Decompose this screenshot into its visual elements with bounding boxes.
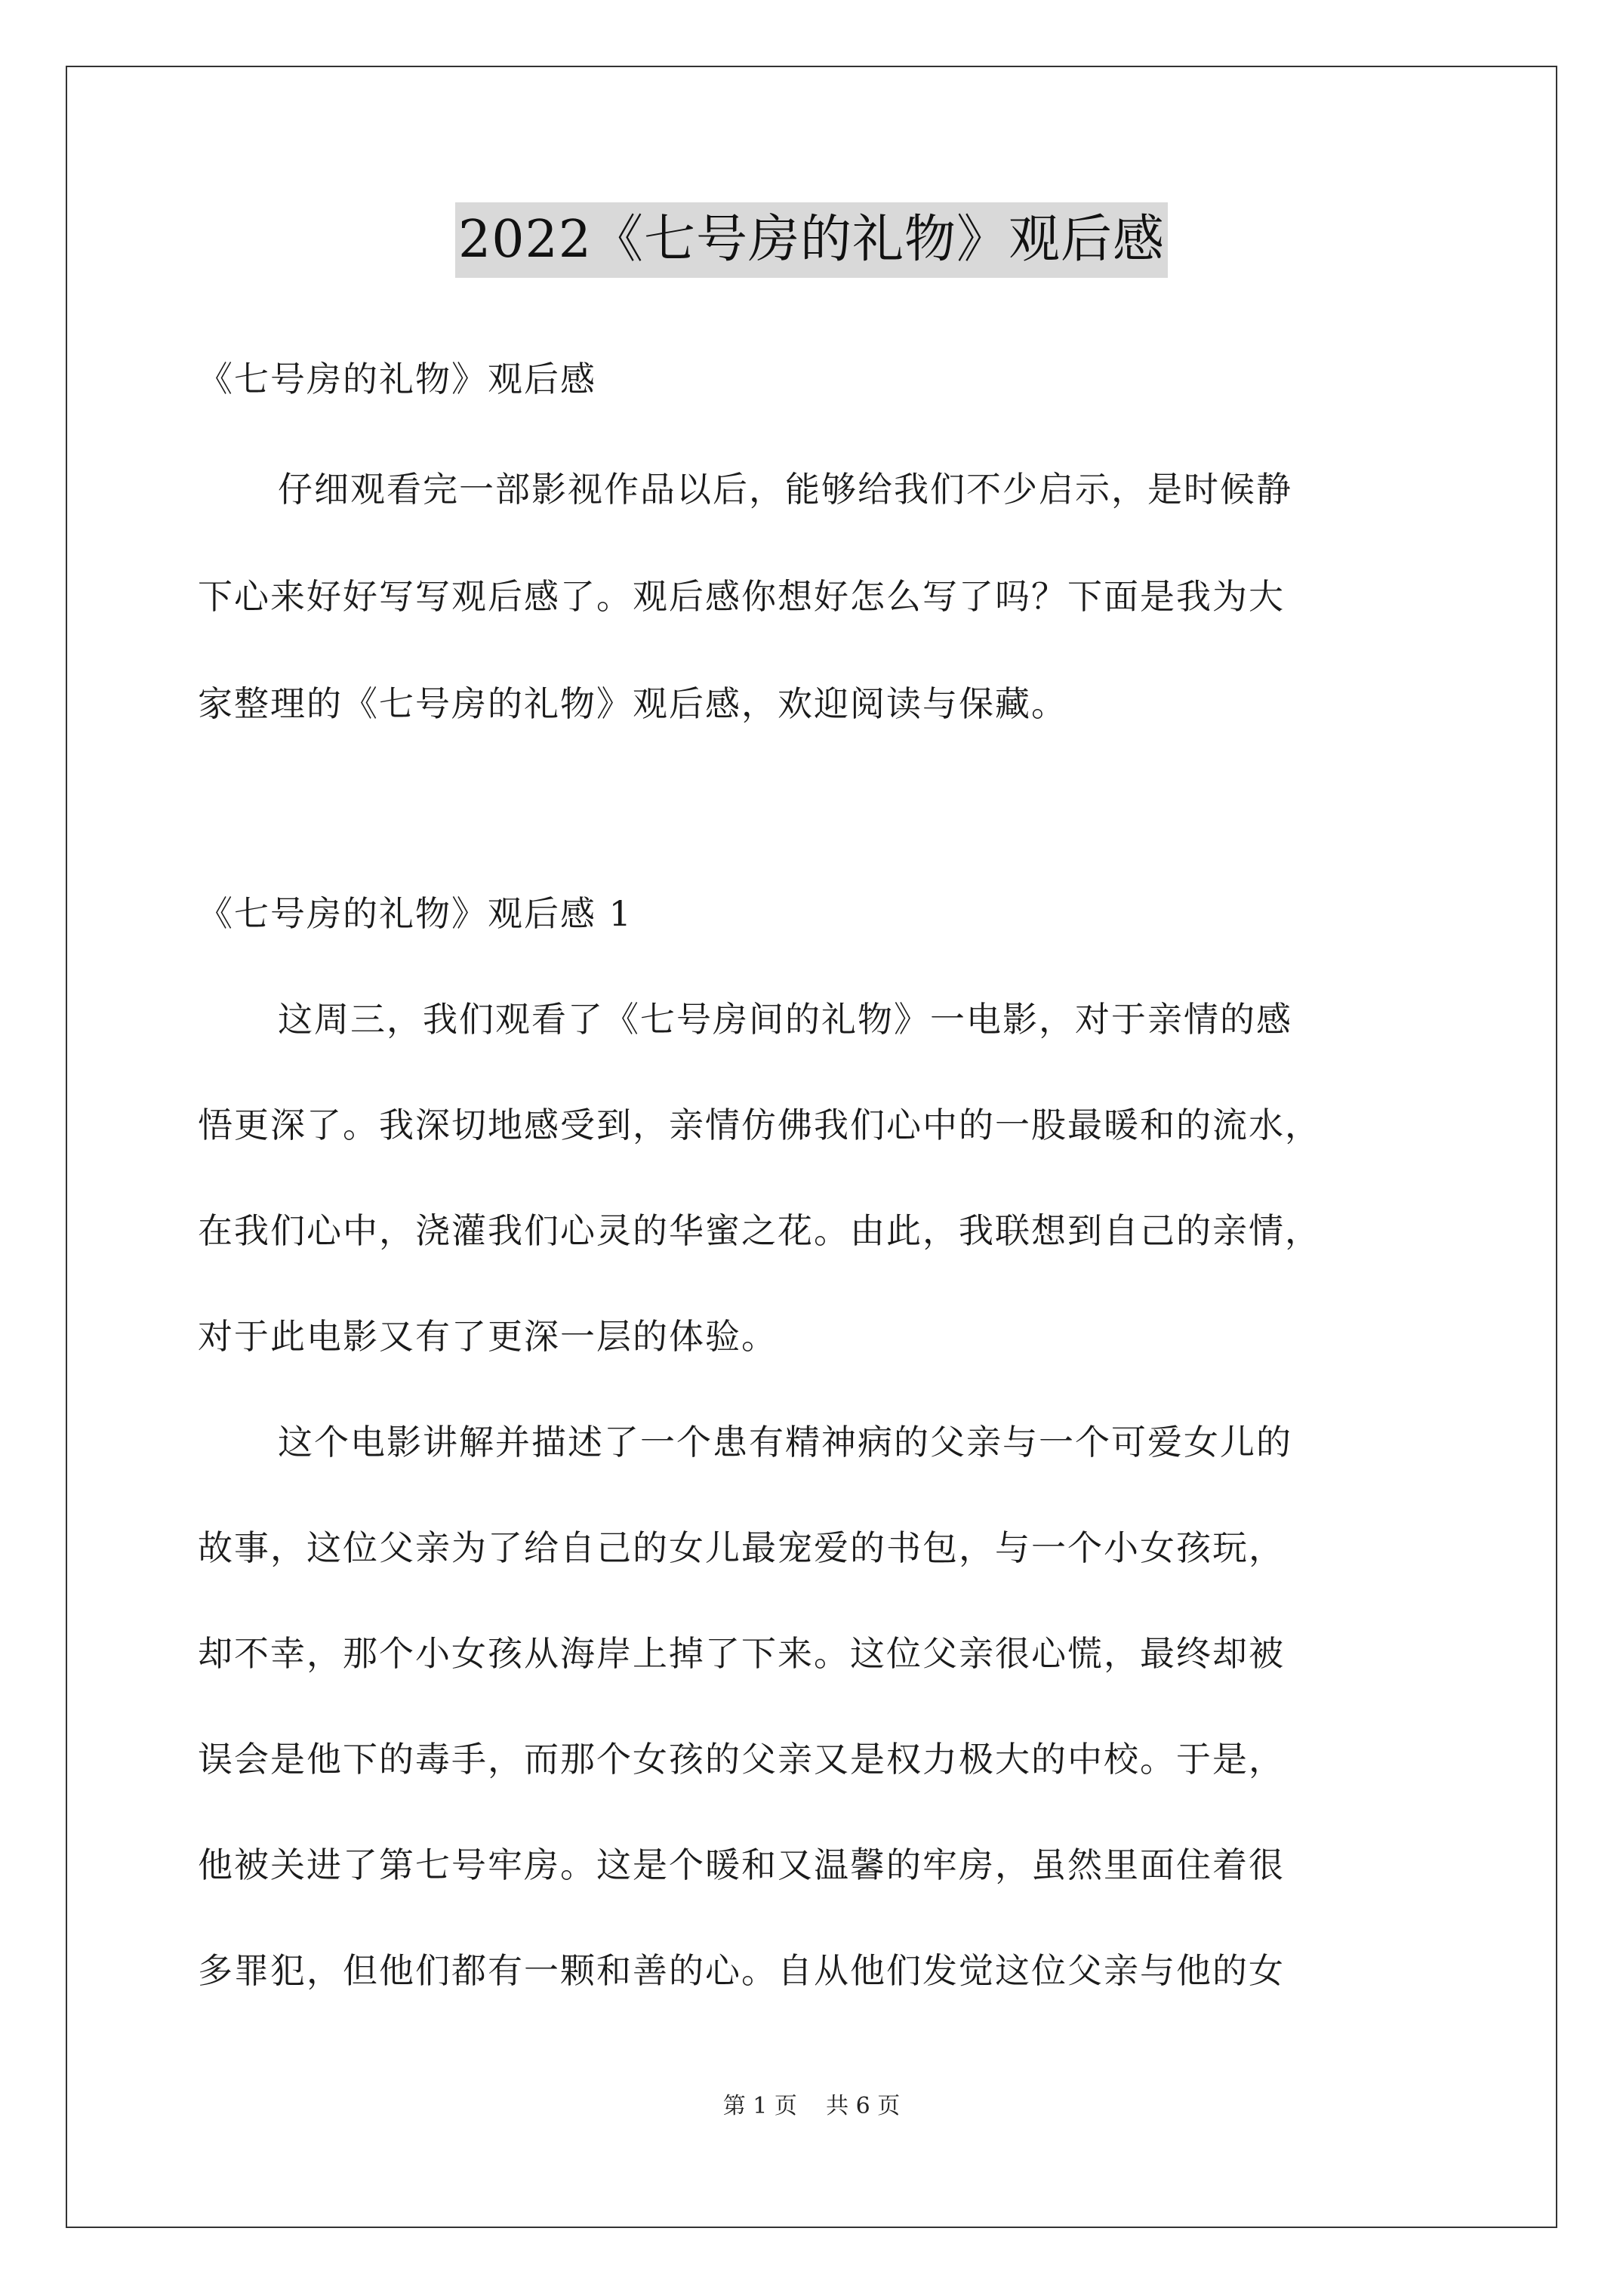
intro-line: 仔细观看完一部影视作品以后，能够给我们不少启示，是时候静 [278, 469, 1292, 510]
section-heading: 《七号房的礼物》观后感 1 [198, 893, 633, 934]
paragraph-line: 这周三，我们观看了《七号房间的礼物》一电影，对于亲情的感 [278, 999, 1292, 1040]
paragraph-line: 多罪犯，但他们都有一颗和善的心。自从他们发觉这位父亲与他的女 [198, 1950, 1285, 1991]
paragraph-line: 对于此电影又有了更深一层的体验。 [198, 1316, 778, 1357]
paragraph-line: 在我们心中，浇灌我们心灵的华蜜之花。由此，我联想到自己的亲情， [198, 1210, 1321, 1251]
paragraph-line: 误会是他下的毒手，而那个女孩的父亲又是权力极大的中校。于是， [198, 1739, 1285, 1780]
paragraph-line: 悟更深了。我深切地感受到，亲情仿佛我们心中的一股最暖和的流水， [198, 1105, 1321, 1145]
paragraph-line: 这个电影讲解并描述了一个患有精神病的父亲与一个可爱女儿的 [278, 1422, 1292, 1462]
document-title: 2022《七号房的礼物》观后感 [455, 202, 1168, 278]
intro-line: 家整理的《七号房的礼物》观后感，欢迎阅读与保藏。 [198, 683, 1067, 724]
intro-line: 下心来好好写写观后感了。观后感你想好怎么写了吗？下面是我为大 [198, 576, 1285, 617]
paragraph-line: 却不幸，那个小女孩从海岸上掉了下来。这位父亲很心慌，最终却被 [198, 1633, 1285, 1674]
subtitle: 《七号房的礼物》观后感 [198, 359, 596, 399]
page-footer: 第 1 页 共 6 页 [722, 2093, 901, 2119]
paragraph-line: 故事，这位父亲为了给自己的女儿最宠爱的书包，与一个小女孩玩， [198, 1527, 1285, 1568]
title-container [0, 202, 1623, 278]
paragraph-line: 他被关进了第七号牢房。这是个暖和又温馨的牢房，虽然里面住着很 [198, 1845, 1285, 1885]
